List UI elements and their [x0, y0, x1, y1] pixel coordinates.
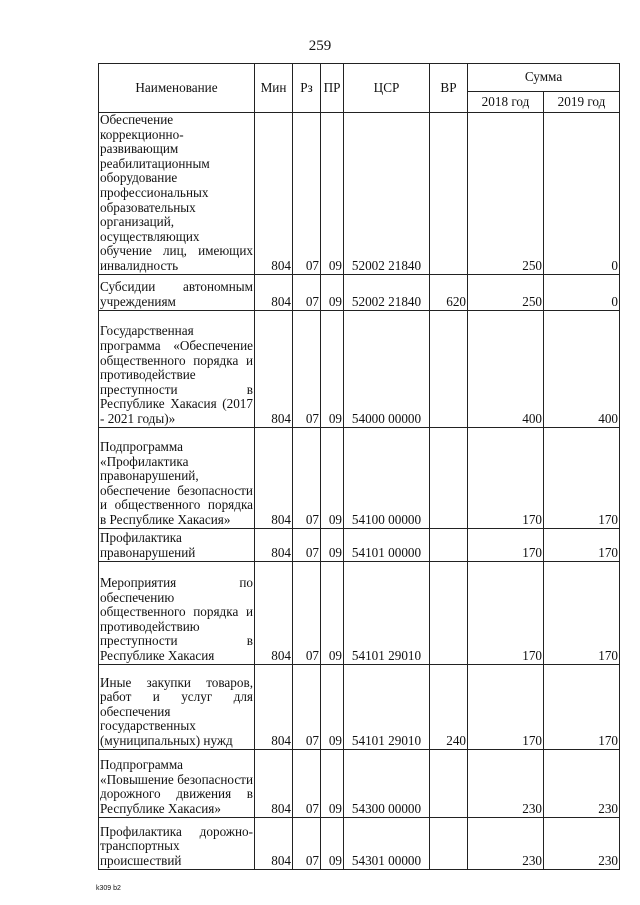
row-name: Субсидии автономным учреждениям [99, 274, 255, 310]
row-name: Подпрограмма «Профилактика правонарушений, обеспечение безопасности и общественного порядка в Республике Хакасия» [99, 427, 255, 528]
row-min: 804 [255, 749, 293, 817]
row-name: Обеспечение коррекционно-развивающим реабилитационным оборудование профессиональных образовательных организаций, осуществляющих обучение лиц, имеющих инвалидность [100, 112, 253, 273]
row-rz: 07 [293, 817, 321, 869]
row-min: 804 [255, 664, 293, 749]
row-2019: 230 [544, 749, 620, 817]
row-csr: 54100 00000 [344, 427, 430, 528]
row-vr [430, 310, 468, 427]
row-rz: 07 [293, 561, 321, 664]
row-2018: 170 [468, 528, 544, 561]
row-name: Государственная программа «Обеспечение общественного порядка и противодействие преступности в Республике Хакасия (2017 - 2021 годы)» [99, 310, 255, 427]
row-min: 804 [255, 427, 293, 528]
row-2019: 170 [544, 664, 620, 749]
row-vr: 620 [430, 274, 468, 310]
header-csr: ЦСР [344, 64, 430, 113]
table-row [99, 664, 620, 749]
row-rz: 07 [293, 310, 321, 427]
header-vr: ВР [430, 64, 468, 113]
row-min: 804 [255, 113, 293, 275]
header-2018: 2018 год [468, 92, 544, 113]
row-2018: 170 [468, 561, 544, 664]
row-pr: 09 [321, 427, 344, 528]
row-name: Подпрограмма «Повышение безопасности дорожного движения в Республике Хакасия» [99, 749, 255, 817]
row-csr: 54101 29010 [344, 561, 430, 664]
row-csr: 54101 29010 [344, 664, 430, 749]
row-2018: 170 [468, 427, 544, 528]
table-row [99, 310, 620, 427]
row-vr [430, 113, 468, 275]
row-rz: 07 [293, 274, 321, 310]
row-2018: 250 [468, 274, 544, 310]
table-row [99, 817, 620, 869]
page-number: 259 [308, 38, 332, 54]
row-min: 804 [255, 817, 293, 869]
row-min: 804 [255, 561, 293, 664]
row-2019: 0 [544, 274, 620, 310]
row-vr [430, 749, 468, 817]
row-name: Профилактика правонарушений [99, 528, 255, 561]
row-2019: 0 [544, 113, 620, 275]
row-min: 804 [255, 528, 293, 561]
row-rz: 07 [293, 664, 321, 749]
budget-table [98, 63, 620, 870]
header-name: Наименование [99, 64, 255, 113]
table-row [99, 749, 620, 817]
row-2018: 230 [468, 817, 544, 869]
row-min: 804 [255, 310, 293, 427]
table-row [99, 561, 620, 664]
row-rz: 07 [293, 528, 321, 561]
row-2018: 400 [468, 310, 544, 427]
row-min: 804 [255, 274, 293, 310]
row-2018: 230 [468, 749, 544, 817]
header-min: Мин [255, 64, 293, 113]
row-csr: 52002 21840 [344, 113, 430, 275]
row-pr: 09 [321, 113, 344, 275]
row-pr: 09 [321, 561, 344, 664]
row-pr: 09 [321, 310, 344, 427]
row-csr: 54301 00000 [344, 817, 430, 869]
row-2019: 170 [544, 561, 620, 664]
row-csr: 54300 00000 [344, 749, 430, 817]
row-csr: 52002 21840 [344, 274, 430, 310]
row-pr: 09 [321, 274, 344, 310]
row-vr [430, 561, 468, 664]
row-2018: 250 [468, 113, 544, 275]
row-2019: 170 [544, 427, 620, 528]
row-2019: 400 [544, 310, 620, 427]
row-pr: 09 [321, 749, 344, 817]
row-2018: 170 [468, 664, 544, 749]
header-pr: ПР [321, 64, 344, 113]
row-rz: 07 [293, 749, 321, 817]
row-2019: 170 [544, 528, 620, 561]
header-2019: 2019 год [544, 92, 620, 113]
header-sum: Сумма [468, 64, 620, 92]
row-csr: 54000 00000 [344, 310, 430, 427]
row-name: Профилактика дорожно-транспортных происшествий [99, 817, 255, 869]
row-pr: 09 [321, 528, 344, 561]
row-pr: 09 [321, 664, 344, 749]
table-row [99, 528, 620, 561]
row-name: Иные закупки товаров, работ и услуг для обеспечения государственных (муниципальных) нужд [99, 664, 255, 749]
row-2019: 230 [544, 817, 620, 869]
row-rz: 07 [293, 113, 321, 275]
row-vr [430, 817, 468, 869]
row-pr: 09 [321, 817, 344, 869]
row-vr [430, 528, 468, 561]
row-name: Мероприятия по обеспечению общественного порядка и противодействию преступности в Республике Хакасия [99, 561, 255, 664]
row-vr [430, 427, 468, 528]
header-rz: Рз [293, 64, 321, 113]
table-row [99, 274, 620, 310]
row-vr: 240 [430, 664, 468, 749]
row-rz: 07 [293, 427, 321, 528]
footer-code: k309 b2 [96, 885, 121, 892]
table-row [99, 113, 620, 275]
table-row [99, 427, 620, 528]
row-csr: 54101 00000 [344, 528, 430, 561]
